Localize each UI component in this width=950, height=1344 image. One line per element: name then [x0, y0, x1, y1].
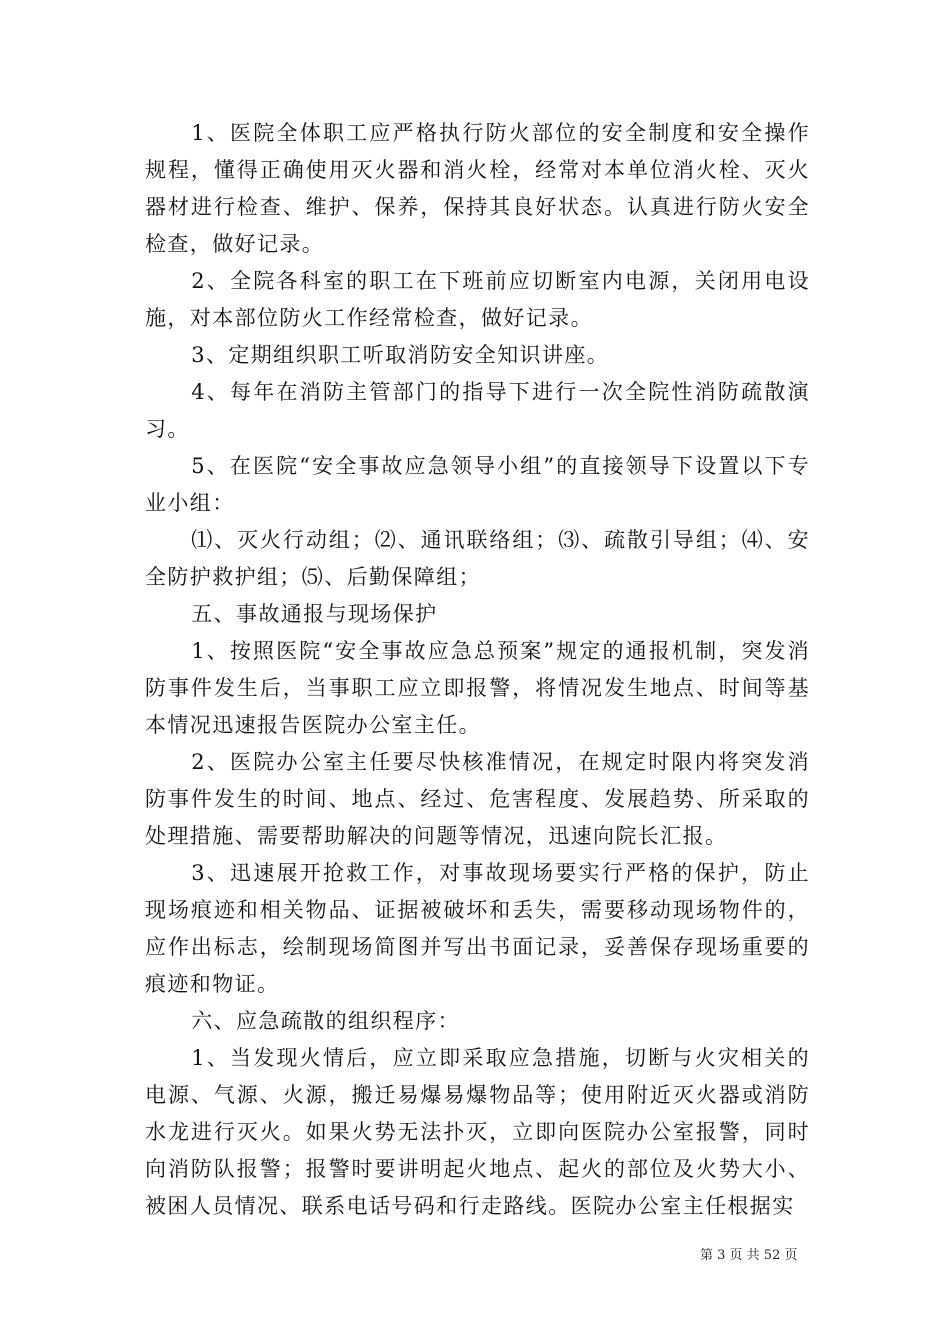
paragraph-8: 2、医院办公室主任要尽快核准情况，在规定时限内将突发消防事件发生的时间、地点、经过、危害程度、发展趋势、所采取的处理措施、需要帮助解决的问题等情况，迅速向院长汇报。: [145, 750, 810, 848]
paragraph-9: 3、迅速展开抢救工作，对事故现场要实行严格的保护，防止现场痕迹和相关物品、证据被破坏和丢失，需要移动现场物件的，应作出标志，绘制现场简图并写出书面记录，妥善保存现场重要的痕迹和物证。: [145, 861, 810, 996]
section-heading-5: 五、事故通报与现场保护: [191, 602, 438, 626]
document-body: [145, 115, 810, 1225]
section-heading-6: 六、应急疏散的组织程序：: [191, 1009, 460, 1033]
paragraph-2: 2、全院各科室的职工在下班前应切断室内电源，关闭用电设施，对本部位防火工作经常检查，做好记录。: [145, 269, 810, 330]
paragraph-4: 4、每年在消防主管部门的指导下进行一次全院性消防疏散演习。: [145, 380, 810, 441]
page-number-footer: 第 3 页 共 52 页: [700, 1248, 798, 1263]
paragraph-7: 1、按照医院“安全事故应急总预案”规定的通报机制，突发消防事件发生后，当事职工应立即报警，将情况发生地点、时间等基本情况迅速报告医院办公室主任。: [145, 639, 810, 737]
paragraph-5: 5、在医院“安全事故应急领导小组”的直接领导下设置以下专业小组：: [145, 454, 810, 515]
paragraph-6: ⑴、灭火行动组；⑵、通讯联络组；⑶、疏散引导组；⑷、安全防护救护组；⑸、后勤保障组；: [145, 528, 810, 589]
paragraph-3: 3、定期组织职工听取消防安全知识讲座。: [191, 343, 610, 367]
paragraph-1: 1、医院全体职工应严格执行防火部位的安全制度和安全操作规程，懂得正确使用灭火器和消火栓，经常对本单位消火栓、灭火器材进行检查、维护、保养，保持其良好状态。认真进行防火安全检查，做好记录。: [145, 121, 810, 256]
paragraph-10: 1、当发现火情后，应立即采取应急措施，切断与火灾相关的电源、气源、火源，搬迁易爆易爆物品等；使用附近灭火器或消防水龙进行灭火。如果火势无法扑灭，立即向医院办公室报警，同时向消防队报警；报警时要讲明起火地点、起火的部位及火势大小、被困人员情况、联系电话号码和行走路线。医院办公室主任根据实: [145, 1046, 810, 1218]
